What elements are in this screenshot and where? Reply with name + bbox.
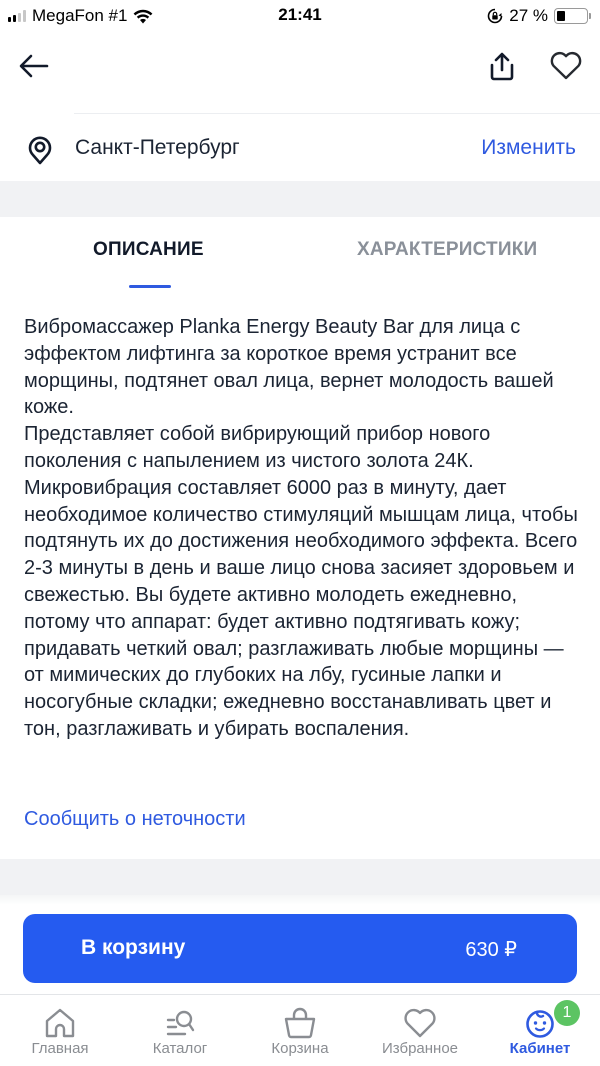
tabbar-label: Избранное	[381, 1040, 459, 1057]
status-bar	[0, 0, 600, 34]
catalog-search-icon	[163, 1007, 197, 1039]
add-to-cart-button[interactable]	[23, 914, 577, 983]
back-arrow-icon	[19, 54, 49, 78]
location-city: Санкт-Петербург	[75, 136, 240, 159]
battery-percent: 27 %	[509, 6, 548, 25]
product-description	[24, 314, 584, 743]
description-paragraph: Вибромассажер Planka Energy Beauty Bar для лица с эффектом лифтинга за короткое время устранит все морщины, подтянет овал лица, вернет молодость вашей коже.	[24, 316, 554, 419]
tab-description[interactable]: ОПИСАНИЕ	[93, 239, 204, 260]
notification-badge: 1	[554, 1000, 580, 1026]
share-button[interactable]	[484, 46, 520, 86]
tabbar-item-account[interactable]	[480, 995, 600, 1066]
tabbar-item-favorites[interactable]	[360, 995, 480, 1066]
tabbar-label: Главная	[31, 1040, 89, 1057]
home-icon	[43, 1007, 77, 1039]
active-tab-indicator	[129, 285, 171, 288]
carrier-name: MegaFon #1	[32, 6, 128, 25]
share-icon	[489, 51, 515, 81]
product-tabs	[0, 217, 600, 293]
location-row	[0, 118, 600, 180]
back-button[interactable]	[16, 48, 52, 84]
tabbar-label: Корзина	[271, 1040, 329, 1057]
bottom-tab-bar	[0, 995, 600, 1066]
status-right	[487, 6, 588, 26]
divider	[74, 113, 600, 114]
tabbar-item-catalog[interactable]	[120, 995, 240, 1066]
favorite-button[interactable]	[544, 46, 588, 86]
tabbar-label: Кабинет	[509, 1040, 571, 1057]
battery-icon	[554, 8, 588, 24]
tabbar-item-cart[interactable]	[240, 995, 360, 1066]
tabbar-item-home[interactable]	[0, 995, 120, 1066]
footer-shadow	[0, 895, 600, 905]
add-to-cart-label: В корзину	[81, 936, 186, 959]
section-separator	[0, 859, 600, 895]
change-location-link[interactable]: Изменить	[481, 136, 576, 159]
heart-icon	[549, 51, 583, 81]
basket-icon	[283, 1007, 317, 1039]
tab-characteristics[interactable]: ХАРАКТЕРИСТИКИ	[357, 239, 538, 260]
rotation-lock-icon	[487, 8, 503, 24]
top-nav	[0, 34, 600, 98]
tabbar-label: Каталог	[152, 1040, 208, 1057]
location-pin-icon	[26, 134, 54, 166]
report-inaccuracy-link[interactable]: Сообщить о неточности	[24, 808, 246, 830]
profile-face-icon	[523, 1007, 557, 1039]
description-paragraph: Представляет собой вибрирующий прибор нового поколения с напылением из чистого золота 24К. Микровибрация составляет 6000 раз в минуту, дает необходимое количество стимуляций мышцам лица, чтобы подтянуть их до достижения необходимого эффекта. Всего 2-3 минуты в день и ваше лицо снова засияет здоровьем и свежестью. Вы будете активно молодеть ежедневно, потому что аппарат: будет активно подтягивать кожу; придавать четкий овал; разглаживать любые морщины — от мимических до глубоких на лбу, гусиные лапки и носогубные складки; ежедневно восстанавливать цвет и тон, разглаживать и убирать воспаления.	[24, 423, 578, 740]
heart-icon	[403, 1007, 437, 1039]
section-separator	[0, 181, 600, 217]
product-price: 630 ₽	[465, 939, 517, 961]
clock: 21:41	[278, 5, 322, 24]
